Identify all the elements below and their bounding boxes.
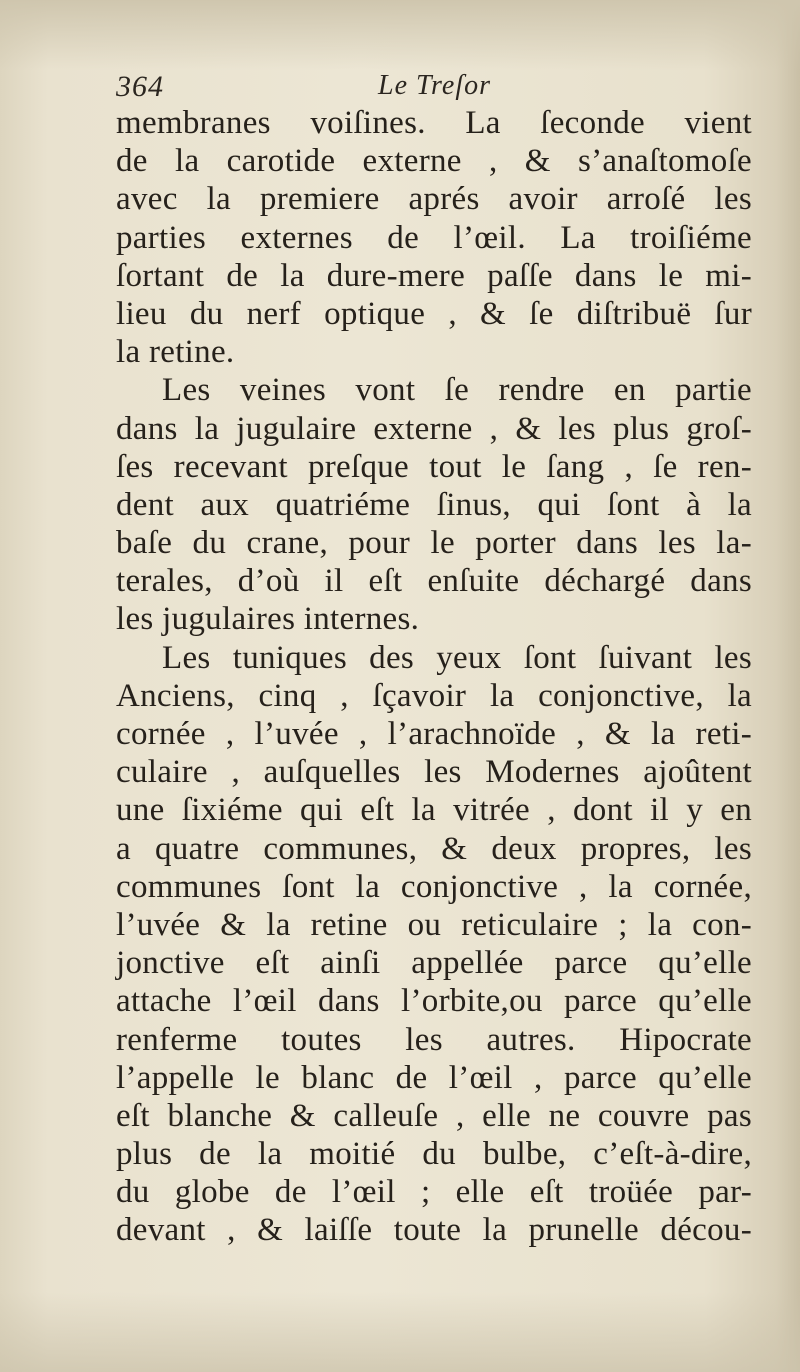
text-line: jonctive eſt ainſi appellée parce qu’elle: [116, 945, 752, 982]
text-line: ſes recevant preſque tout le ſang , ſe ren-: [116, 448, 752, 485]
text-line: du globe de l’œil ; elle eſt troüée par-: [116, 1174, 752, 1211]
text-line: dent aux quatriéme ſinus, qui ſont à la: [116, 486, 752, 523]
text-line: de la carotide externe , & s’anaſtomoſe: [116, 143, 752, 180]
text-line: baſe du crane, pour le porter dans les la-: [116, 525, 752, 562]
text-line: communes ſont la conjonctive , la cornée,: [116, 868, 752, 905]
text-line: Anciens, cinq , ſçavoir la conjonctive, la: [116, 677, 752, 714]
text-line: terales, d’où il eſt enſuite déchargé dans: [116, 563, 752, 600]
text-line: plus de la moitié du bulbe, c’eſt-à-dire,: [116, 1136, 752, 1173]
text-line: renferme toutes les autres. Hipocrate: [116, 1021, 752, 1058]
text-line: une ſixiéme qui eſt la vitrée , dont il y en: [116, 792, 752, 829]
text-line: devant , & laiſſe toute la prunelle décou-: [116, 1212, 752, 1249]
text-line: l’appelle le blanc de l’œil , parce qu’elle: [116, 1059, 752, 1096]
text-line: parties externes de l’œil. La troiſiéme: [116, 219, 752, 256]
body-text: [116, 104, 752, 1250]
text-line: avec la premiere aprés avoir arroſé les: [116, 181, 752, 218]
page-number: 364: [116, 70, 164, 103]
text-line: culaire , auſquelles les Modernes ajoûtent: [116, 754, 752, 791]
text-line: a quatre communes, & deux propres, les: [116, 830, 752, 867]
text-line: lieu du nerf optique , & ſe diſtribuë ſur: [116, 295, 752, 332]
text-line: cornée , l’uvée , l’arachnoïde , & la reti-: [116, 716, 752, 752]
text-line: attache l’œil dans l’orbite,ou parce qu’elle: [116, 983, 752, 1020]
text-line: ſortant de la dure-mere paſſe dans le mi-: [116, 257, 752, 294]
running-head: [116, 66, 752, 106]
text-line: eſt blanche & calleuſe , elle ne couvre pas: [116, 1097, 752, 1134]
running-title: Le Treſor: [378, 70, 491, 101]
text-line: l’uvée & la retine ou reticulaire ; la con-: [116, 906, 752, 943]
text-line: les jugulaires internes.: [116, 601, 420, 638]
text-line: la retine.: [116, 334, 235, 371]
text-line: dans la jugulaire externe , & les plus groſ-: [116, 410, 752, 447]
paragraph-start-line: Les veines vont ſe rendre en partie: [162, 372, 752, 409]
text-line: membranes voiſines. La ſeconde vient: [116, 105, 752, 141]
paragraph-start-line: Les tuniques des yeux ſont ſuivant les: [162, 639, 752, 676]
